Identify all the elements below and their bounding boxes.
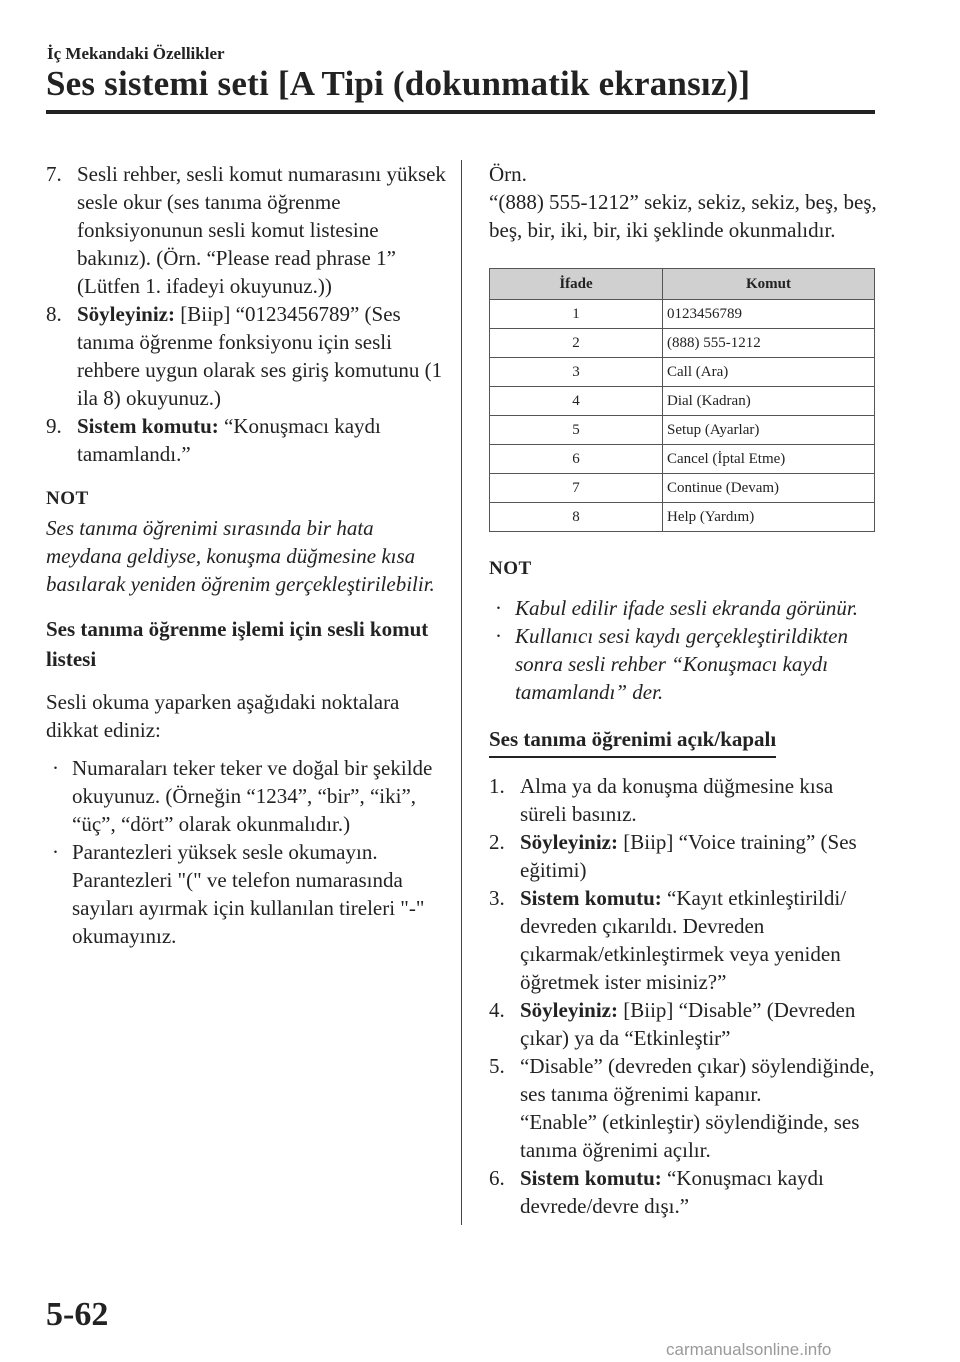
table-row	[490, 445, 875, 474]
table-header-row	[490, 269, 875, 300]
section-subheading: Ses tanıma öğrenme işlemi için sesli komut listesi	[46, 617, 429, 671]
table-cell: Continue (Devam)	[663, 474, 875, 503]
step-text: Alma ya da konuşma düğmesine kısa süreli basınız.	[520, 774, 834, 826]
step-text: “Konuşmacı kaydı tamamlandı.”	[77, 414, 381, 466]
step-item	[489, 996, 884, 1052]
step-text: “Konuşmacı kaydı devrede/devre dışı.”	[520, 1166, 824, 1218]
step-text: [Biip] “Disable” (Devreden çıkar) ya da “Etkinleştir”	[520, 998, 856, 1050]
step-number: 3.	[489, 886, 505, 910]
note-item-text: Kullanıcı sesi kaydı gerçekleştirildikten sonra sesli rehber “Konuşmacı kaydı tamamlandı” der.	[515, 624, 848, 704]
table-cell: 4	[490, 387, 663, 416]
table-cell: 2	[490, 329, 663, 358]
table-header-cell: İfade	[490, 269, 663, 300]
table-cell: 7	[490, 474, 663, 503]
right-column	[489, 160, 884, 1220]
step-text: [Biip] “0123456789” (Ses tanıma öğrenme fonksiyonu için sesli rehbere uygun olarak ses giriş komutunu (1 ila 8) okuyunuz.)	[77, 302, 443, 410]
step-item	[46, 160, 446, 300]
step-item	[489, 1164, 884, 1220]
example-text: “(888) 555-1212” sekiz, sekiz, sekiz, beş, beş, beş, bir, iki, bir, iki şeklinde okunmalıdır.	[489, 190, 877, 242]
table-row	[490, 474, 875, 503]
list-item	[46, 754, 446, 838]
step-lead: Söyleyiniz:	[520, 998, 618, 1022]
table-cell: Cancel (İptal Etme)	[663, 445, 875, 474]
table-cell: (888) 555-1212	[663, 329, 875, 358]
watermark-text: carmanualsonline.info	[666, 1340, 832, 1359]
step-number: 6.	[489, 1166, 505, 1190]
note-item	[489, 622, 884, 706]
list-item-text: Parantezleri yüksek sesle okumayın. Parantezleri "(" ve telefon numarasında sayıları ayırmak için kullanılan tireleri "-" okumayınız.	[72, 840, 425, 948]
table-header-cell: Komut	[663, 269, 875, 300]
table-cell: Setup (Ayarlar)	[663, 416, 875, 445]
step-text: “Enable” (etkinleştir) söylendiğinde, ses tanıma öğrenimi açılır.	[520, 1110, 860, 1162]
bullet-dot-icon: ·	[52, 756, 59, 780]
step-number: 8.	[46, 302, 62, 326]
note-text: Ses tanıma öğrenimi sırasında bir hata meydana geldiyse, konuşma düğmesine kısa basılarak yeniden öğrenim gerçekleştirilebilir.	[46, 516, 435, 596]
step-number: 5.	[489, 1054, 505, 1078]
table-cell: 6	[490, 445, 663, 474]
title-rule	[46, 110, 875, 114]
note-item-text: Kabul edilir ifade sesli ekranda görünür.	[515, 596, 858, 620]
table-cell: 0123456789	[663, 300, 875, 329]
section-label: İç Mekandaki Özellikler	[47, 44, 225, 63]
page-title: Ses sistemi seti [A Tipi (dokunmatik ekransız)]	[46, 64, 751, 103]
bullet-dot-icon: ·	[52, 840, 59, 864]
step-text: [Biip] “Voice training” (Ses eğitimi)	[520, 830, 857, 882]
bullet-dot-icon: ·	[495, 624, 502, 648]
step-number: 2.	[489, 830, 505, 854]
step-number: 1.	[489, 774, 505, 798]
step-item	[489, 828, 884, 884]
step-number: 9.	[46, 414, 62, 438]
page-number: 5-62	[46, 1296, 109, 1333]
step-text: “Kayıt etkinleştirildi/ devreden çıkarıldı. Devreden çıkarmak/etkinleştirmek veya yeniden öğretmek ister misiniz?”	[520, 886, 847, 994]
command-table	[489, 268, 875, 532]
step-item	[489, 884, 884, 996]
step-lead: Söyleyiniz:	[77, 302, 175, 326]
section-subheading: Ses tanıma öğrenimi açık/kapalı	[489, 724, 776, 758]
step-item	[489, 1052, 884, 1108]
table-row	[490, 503, 875, 532]
step-text: Sesli rehber, sesli komut numarasını yüksek sesle okur (ses tanıma öğrenme fonksiyonunun sesli komut listesine bakınız). (Örn. “Please read phrase 1” (Lütfen 1. ifadeyi okuyunuz.))	[77, 162, 446, 298]
table-cell: 3	[490, 358, 663, 387]
table-row	[490, 300, 875, 329]
step-lead: Söyleyiniz:	[520, 830, 618, 854]
intro-text: Sesli okuma yaparken aşağıdaki noktalara dikkat ediniz:	[46, 690, 400, 742]
note-item	[489, 594, 884, 622]
table-cell: 1	[490, 300, 663, 329]
list-item-text: Numaraları teker teker ve doğal bir şekilde okuyunuz. (Örneğin “1234”, “bir”, “iki”, “üç”, “dört” olarak okunmalıdır.)	[72, 756, 433, 836]
table-cell: Dial (Kadran)	[663, 387, 875, 416]
note-title: NOT	[46, 488, 89, 509]
example-label: Örn.	[489, 162, 527, 186]
list-item	[46, 838, 446, 950]
table-cell: Call (Ara)	[663, 358, 875, 387]
column-divider	[461, 160, 462, 1225]
table-row	[490, 358, 875, 387]
table-cell: 8	[490, 503, 663, 532]
step-lead: Sistem komutu:	[520, 886, 662, 910]
note-title: NOT	[489, 558, 532, 579]
step-item	[489, 772, 884, 828]
bullet-dot-icon: ·	[495, 596, 502, 620]
step-number: 7.	[46, 162, 62, 186]
table-cell: Help (Yardım)	[663, 503, 875, 532]
left-column	[46, 160, 446, 950]
step-lead: Sistem komutu:	[77, 414, 219, 438]
table-row	[490, 416, 875, 445]
step-item	[46, 300, 446, 412]
step-number: 4.	[489, 998, 505, 1022]
table-cell: 5	[490, 416, 663, 445]
step-item	[46, 412, 446, 468]
table-row	[490, 387, 875, 416]
step-item	[489, 1108, 884, 1164]
step-text: “Disable” (devreden çıkar) söylendiğinde, ses tanıma öğrenimi kapanır.	[520, 1054, 875, 1106]
table-row	[490, 329, 875, 358]
step-lead: Sistem komutu:	[520, 1166, 662, 1190]
